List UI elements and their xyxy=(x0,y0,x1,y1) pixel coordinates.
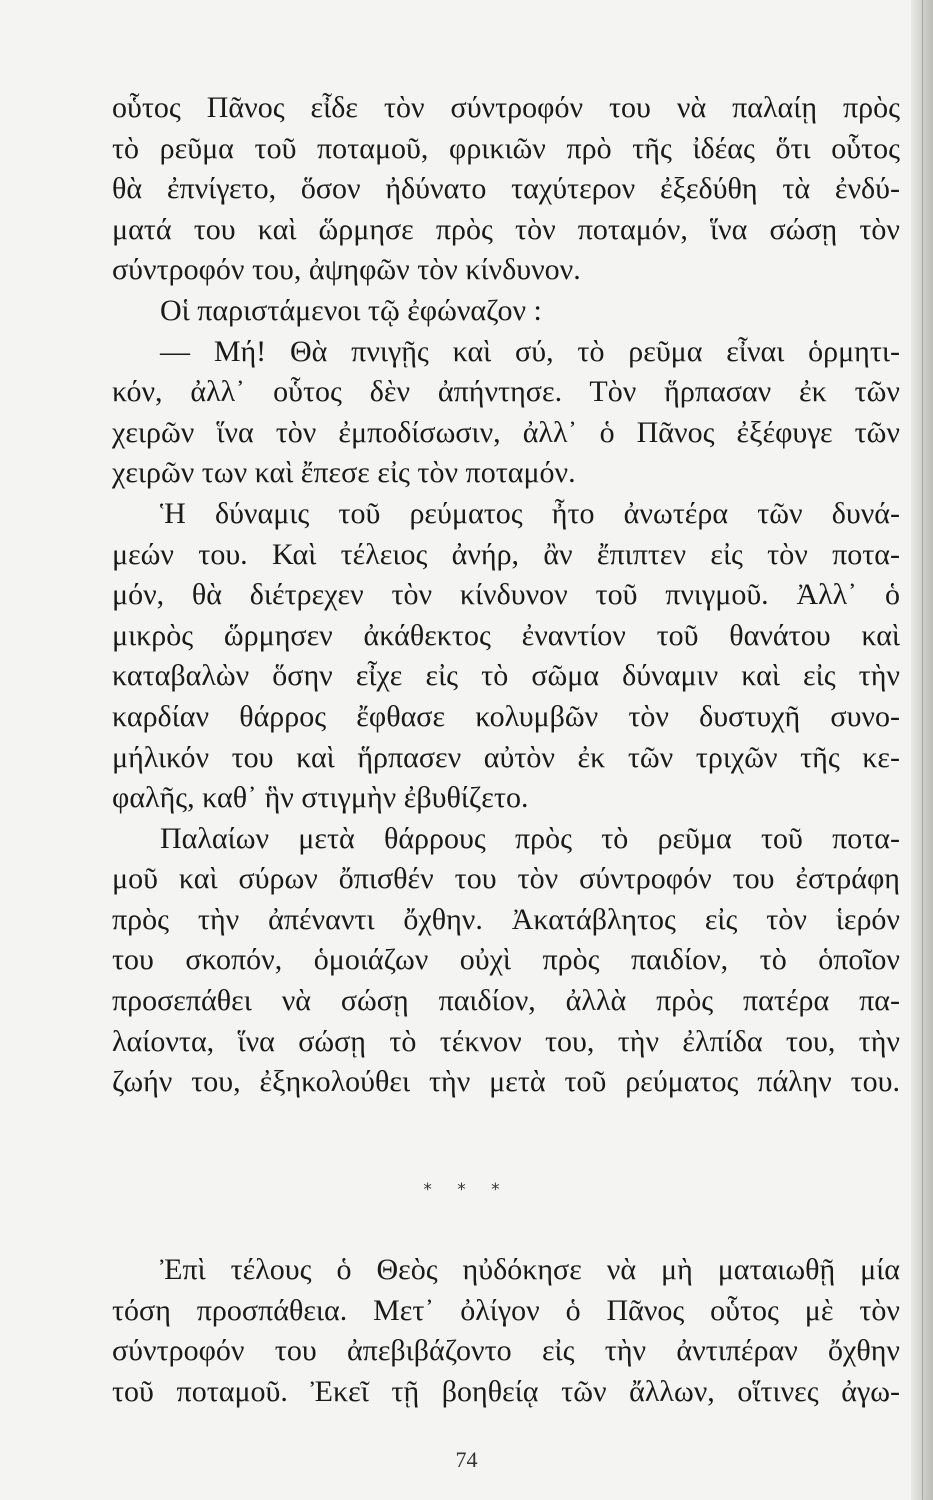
text-line: θὰ ἐπνίγετο, ὅσον ἠδύνατο ταχύτερον ἐξεδύθη τὰ ἐνδύ- xyxy=(112,172,900,206)
text-line: οὗτος Πᾶνος εἶδε τὸν σύντροφόν του νὰ παλαίῃ πρὸς xyxy=(112,91,900,124)
text-line: μεών του. Καὶ τέλειος ἀνήρ, ἂν ἔπιπτεν εἰς τὸν ποτα- xyxy=(112,537,900,571)
text-line: τὸ ρεῦμα τοῦ ποταμοῦ, φρικιῶν πρὸ τῆς ἰδέας ὅτι οὗτος xyxy=(112,131,900,165)
text-line: καταβαλὼν ὅσην εἶχε εἰς τὸ σῶμα δύναμιν καὶ εἰς τὴν xyxy=(112,659,900,693)
page-number: 74 xyxy=(455,1447,478,1472)
text-line: πρὸς τὴν ἀπέναντι ὄχθην. Ἀκατάβλητος εἰς τὸν ἱερόν xyxy=(112,902,900,936)
text-line: του σκοπόν, ὁμοιάζων οὐχὶ πρὸς παιδίον, τὸ ὁποῖον xyxy=(112,943,900,977)
main-text-block xyxy=(112,88,900,1103)
text-line: μόν, θὰ διέτρεχεν τὸν κίνδυνον τοῦ πνιγμοῦ. Ἀλλ᾽ ὁ xyxy=(112,578,900,612)
text-line: προσεπάθει νὰ σώσῃ παιδίον, ἀλλὰ πρὸς πατέρα πα- xyxy=(112,984,900,1018)
page-edge-line xyxy=(922,0,923,1500)
text-line: φαλῆς, καθ᾽ ἣν στιγμὴν ἐβυθίζετο. xyxy=(112,781,529,815)
text-line: μήλικόν του καὶ ἥρπασεν αὐτὸν ἐκ τῶν τριχῶν τῆς κε- xyxy=(112,740,900,774)
text-line: — Μή! Θὰ πνιγῇς καὶ σύ, τὸ ρεῦμα εἶναι ὁρμητι- xyxy=(160,334,900,368)
text-line: χειρῶν των καὶ ἔπεσε εἰς τὸν ποταμόν. xyxy=(112,456,576,490)
text-line: τοῦ ποταμοῦ. Ἐκεῖ τῇ βοηθείᾳ τῶν ἄλλων, οἵτινες ἀγω- xyxy=(112,1374,900,1408)
text-line: τόση προσπάθεια. Μετ᾽ ὀλίγον ὁ Πᾶνος οὗτος μὲ τὸν xyxy=(112,1293,900,1327)
text-line: κόν, ἀλλ᾽ οὗτος δὲν ἀπήντησε. Τὸν ἥρπασαν ἐκ τῶν xyxy=(112,375,900,409)
text-line: Παλαίων μετὰ θάρρους πρὸς τὸ ρεῦμα τοῦ ποτα- xyxy=(160,821,900,855)
text-line: μικρὸς ὥρμησεν ἀκάθεκτος ἐναντίον τοῦ θανάτου καὶ xyxy=(112,618,900,652)
text-line: Ἐπὶ τέλους ὁ Θεὸς ηὐδόκησε νὰ μὴ ματαιωθῇ μία xyxy=(160,1253,900,1286)
text-line: λαίοντα, ἵνα σώσῃ τὸ τέκνον του, τὴν ἐλπίδα του, τὴν xyxy=(112,1024,900,1058)
text-line: καρδίαν θάρρος ἔφθασε κολυμβῶν τὸν δυστυχῆ συνο- xyxy=(112,699,900,733)
text-line: σύντροφόν του, ἀψηφῶν τὸν κίνδυνον. xyxy=(112,253,581,287)
text-line: Οἱ παριστάμενοι τῷ ἐφώναζον : xyxy=(160,293,542,327)
section-separator: * * * xyxy=(423,1180,510,1200)
text-line: σύντροφόν του ἀπεβιβάζοντο εἰς τὴν ἀντιπέραν ὄχθην xyxy=(112,1334,900,1368)
text-line: μοῦ καὶ σύρων ὄπισθέν του τὸν σύντροφόν του ἐστράφη xyxy=(112,862,900,896)
closing-text-block xyxy=(112,1250,900,1412)
text-line: Ἡ δύναμις τοῦ ρεύματος ἦτο ἀνωτέρα τῶν δυνά- xyxy=(160,496,900,530)
text-line: ζωήν του, ἐξηκολούθει τὴν μετὰ τοῦ ρεύματος πάλην του. xyxy=(112,1065,900,1099)
text-line: ματά του καὶ ὥρμησε πρὸς τὸν ποταμόν, ἵνα σώσῃ τὸν xyxy=(112,212,900,246)
text-line: χειρῶν ἵνα τὸν ἐμποδίσωσιν, ἀλλ᾽ ὁ Πᾶνος ἐξέφυγε τῶν xyxy=(112,415,900,449)
